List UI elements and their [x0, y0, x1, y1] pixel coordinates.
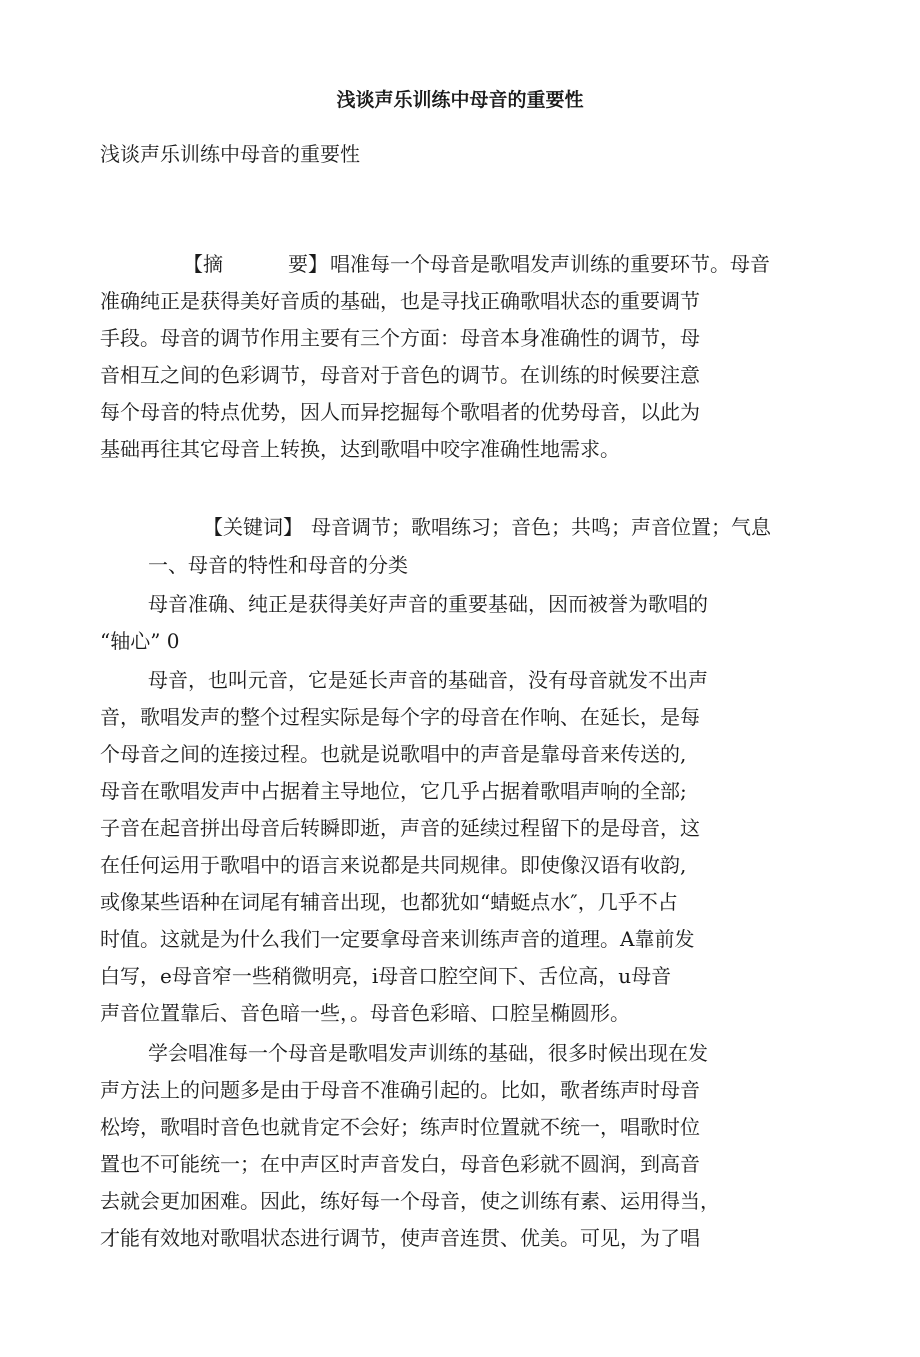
- paragraph-line: 个母音之间的连接过程。也就是说歌唱中的声音是靠母音来传送的,: [100, 742, 687, 766]
- keywords-text: 母音调节；歌唱练习；音色；共鸣；声音位置；气息: [311, 515, 771, 539]
- document-title: 浅谈声乐训练中母音的重要性: [336, 89, 584, 111]
- abstract-label-left: 【摘: [183, 252, 223, 276]
- paragraph-line: 母音在歌唱发声中占据着主导地位，它几乎占据着歌唱声响的全部;: [100, 779, 687, 803]
- abstract-line: 唱准每一个母音是歌唱发声训练的重要环节。母音: [330, 252, 770, 276]
- paragraph-line: 松垮，歌唱时音色也就肯定不会好；练声时位置就不统一，唱歌时位: [100, 1115, 700, 1139]
- paragraph-line: 去就会更加困难。因此，练好每一个母音，使之训练有素、运用得当，: [100, 1189, 720, 1213]
- paragraph-line: 声方法上的问题多是由于母音不准确引起的。比如，歌者练声时母音: [100, 1078, 700, 1102]
- abstract-line: 准确纯正是获得美好音质的基础，也是寻找正确歌唱状态的重要调节: [100, 289, 700, 313]
- abstract-line: 每个母音的特点优势，因人而异挖掘每个歌唱者的优势母音，以此为: [100, 400, 700, 424]
- paragraph-line: 学会唱准每一个母音是歌唱发声训练的基础，很多时候出现在发: [148, 1041, 708, 1065]
- abstract-line: 基础再往其它母音上转换，达到歌唱中咬字准确性地需求。: [100, 437, 620, 461]
- paragraph-line: 白写，e母音窄一些稍微明亮，i母音口腔空间下、舌位高，u母音: [100, 964, 672, 988]
- abstract-label-right: 要】: [288, 252, 328, 276]
- abstract-line: 手段。母音的调节作用主要有三个方面：母音本身准确性的调节，母: [100, 326, 700, 350]
- paragraph-line: 母音准确、纯正是获得美好声音的重要基础，因而被誉为歌唱的: [148, 592, 708, 616]
- paragraph-line: 在任何运用于歌唱中的语言来说都是共同规律。即使像汉语有收韵,: [100, 853, 687, 877]
- document-subtitle: 浅谈声乐训练中母音的重要性: [100, 142, 360, 166]
- keywords-label: 【关键词】: [203, 515, 303, 539]
- section-heading: 一、母音的特性和母音的分类: [148, 553, 408, 577]
- paragraph-line: 母音，也叫元音，它是延长声音的基础音，没有母音就发不出声: [148, 668, 708, 692]
- paragraph-line: 或像某些语种在词尾有辅音出现，也都犹如“蜻蜓点水″，几乎不占: [100, 890, 678, 914]
- abstract-line: 音相互之间的色彩调节，母音对于音色的调节。在训练的时候要注意: [100, 363, 700, 387]
- paragraph-line: 音，歌唱发声的整个过程实际是每个字的母音在作响、在延长，是每: [100, 705, 700, 729]
- paragraph-line: “轴心” 0: [100, 629, 180, 653]
- paragraph-line: 时值。这就是为什么我们一定要拿母音来训练声音的道理。A靠前发: [100, 927, 695, 951]
- paragraph-line: 置也不可能统一；在中声区时声音发白，母音色彩就不圆润，到高音: [100, 1152, 700, 1176]
- paragraph-line: 子音在起音拼出母音后转瞬即逝，声音的延续过程留下的是母音，这: [100, 816, 700, 840]
- paragraph-line: 才能有效地对歌唱状态进行调节，使声音连贯、优美。可见，为了唱: [100, 1226, 700, 1250]
- paragraph-line: 声音位置靠后、音色暗一些，。母音色彩暗、口腔呈椭圆形。: [100, 1001, 630, 1025]
